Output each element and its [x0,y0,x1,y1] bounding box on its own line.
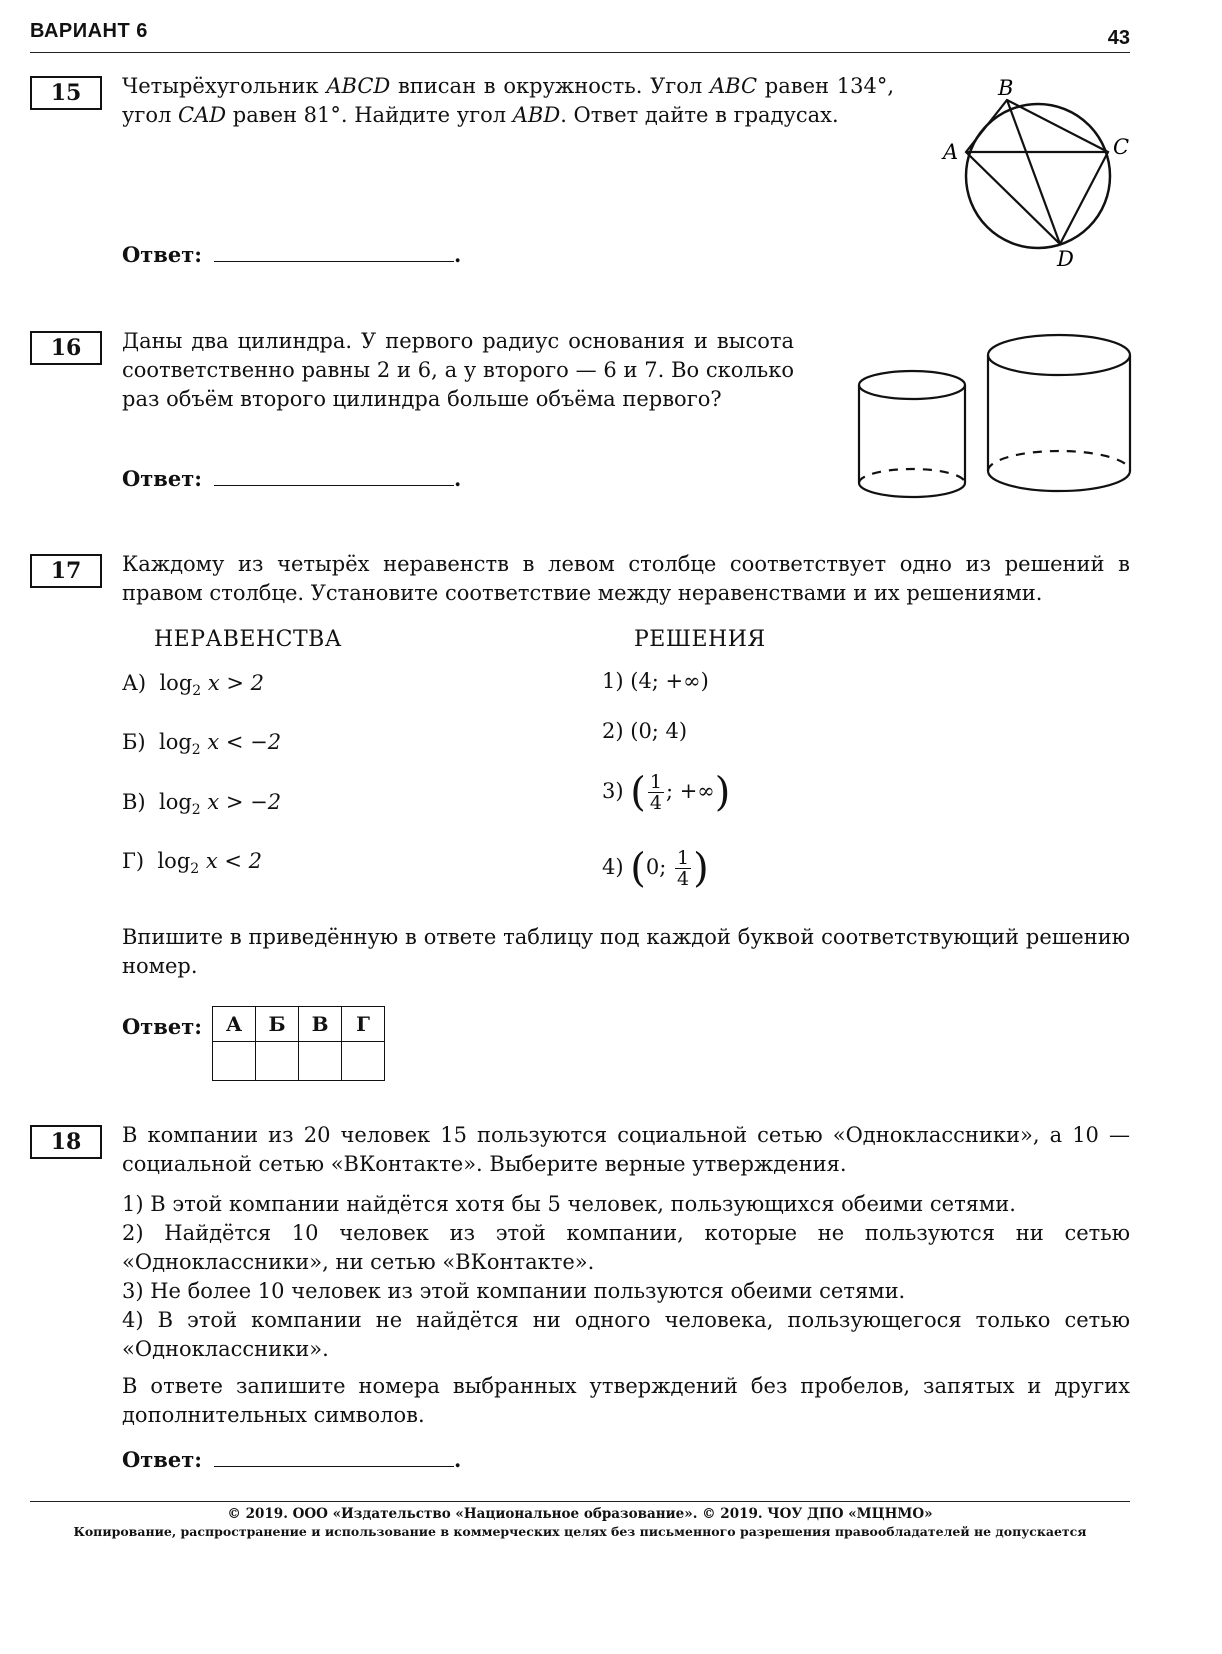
header-divider [30,52,1130,53]
task-17-answer [122,1006,385,1081]
answer-header-a: А [213,1007,256,1042]
label-c: C [1113,135,1130,159]
task-16-text: Даны два цилиндра. У первого радиус основания и высота соответственно равны 2 и 6, а у второго — 6 и 7. Во сколько раз объём второго цилиндра больше объёма первого? [122,329,794,411]
answer-label: Ответ: [122,466,203,491]
answer-label: Ответ: [122,1447,203,1472]
answer-line[interactable] [214,467,454,486]
answer-header-v: В [299,1007,342,1042]
task-number-17: 17 [30,554,102,588]
footer-copyright: © 2019. ООО «Издательство «Национальное образование». © 2019. ЧОУ ДПО «МЦНМО» [227,1506,933,1522]
solution-1: 1) (4; +∞) [602,669,709,693]
label-d: D [1057,247,1074,270]
task-18-answer: Ответ: . [122,1447,462,1472]
task-number-15: 15 [30,76,102,110]
task-number-18: 18 [30,1125,102,1159]
task-15-text: Четырёхугольник ABCD вписан в окружность. Угол ABC равен 134°, угол CAD равен 81°. Найдите угол ABD. Ответ дайте в градусах. [122,74,894,127]
inequalities-title: НЕРАВЕНСТВА [154,627,342,652]
answer-header-g: Г [342,1007,385,1042]
task-17-text: Каждому из четырёх неравенств в левом столбце соответствует одно из решений в правом столбце. Установите соответствие между неравенствами и их решениями. [122,552,1130,605]
page-number: 43 [1107,27,1130,49]
task-18-instruction: В ответе запишите номера выбранных утверждений без пробелов, запятых и других дополнительных символов. [122,1374,1130,1427]
inequality-v: В) $\log_2 x > -2$ [122,790,282,819]
inequality-b: Б) $\log_2 x < -2$ [122,730,282,759]
solutions-title: РЕШЕНИЯ [634,627,766,652]
answer-line[interactable] [214,1448,454,1467]
answer-label: Ответ: [122,242,203,267]
answer-line[interactable] [214,243,454,262]
option-4: 4) В этой компании не найдётся ни одного человека, пользующегося только сетью «Одноклассники». [122,1308,1130,1361]
task-16-answer: Ответ: . [122,466,462,491]
label-b: B [998,76,1014,100]
label-a: A [943,140,959,164]
variant-title: ВАРИАНТ 6 [30,20,148,42]
answer-cell-b[interactable] [256,1042,299,1081]
answer-cell-a[interactable] [213,1042,256,1081]
solution-4: 4) (0; $\frac{1}{4}$ ) [602,845,709,892]
quadrilateral-figure [935,70,1135,270]
option-3: 3) Не более 10 человек из этой компании пользуются обеими сетями. [122,1279,906,1303]
task-number-16: 16 [30,331,102,365]
answer-cell-g[interactable] [342,1042,385,1081]
task-17-instruction: Впишите в приведённую в ответе таблицу под каждой буквой соответствующий решению номер. [122,925,1130,978]
answer-table [212,1006,385,1081]
solution-3: 3) ( $\frac{1}{4}$ ; +∞) [602,769,731,816]
cylinders-figure [850,325,1140,510]
task-18-text: В компании из 20 человек 15 пользуются социальной сетью «Одноклассники», а 10 — социальной сетью «ВКонтакте». Выберите верные утверждения. [122,1123,1130,1176]
footer-notice: Копирование, распространение и использование в коммерческих целях без письменного разрешения правообладателей не допускается [73,1524,1087,1539]
answer-cell-v[interactable] [299,1042,342,1081]
footer-divider [30,1501,1130,1502]
answer-label: Ответ: [122,1014,203,1039]
option-2: 2) Найдётся 10 человек из этой компании, которые не пользуются ни сетью «Одноклассники», ни сетью «ВКонтакте». [122,1221,1130,1274]
task-15-answer: Ответ: . [122,242,462,267]
inequality-a: А) $\log_2 x > 2$ [122,671,265,700]
option-1: 1) В этой компании найдётся хотя бы 5 человек, пользующихся обеими сетями. [122,1192,1016,1216]
task-18-options [122,1190,1130,1364]
inequality-g: Г) $\log_2 x < 2$ [122,849,263,878]
answer-header-b: Б [256,1007,299,1042]
solution-2: 2) (0; 4) [602,719,688,743]
